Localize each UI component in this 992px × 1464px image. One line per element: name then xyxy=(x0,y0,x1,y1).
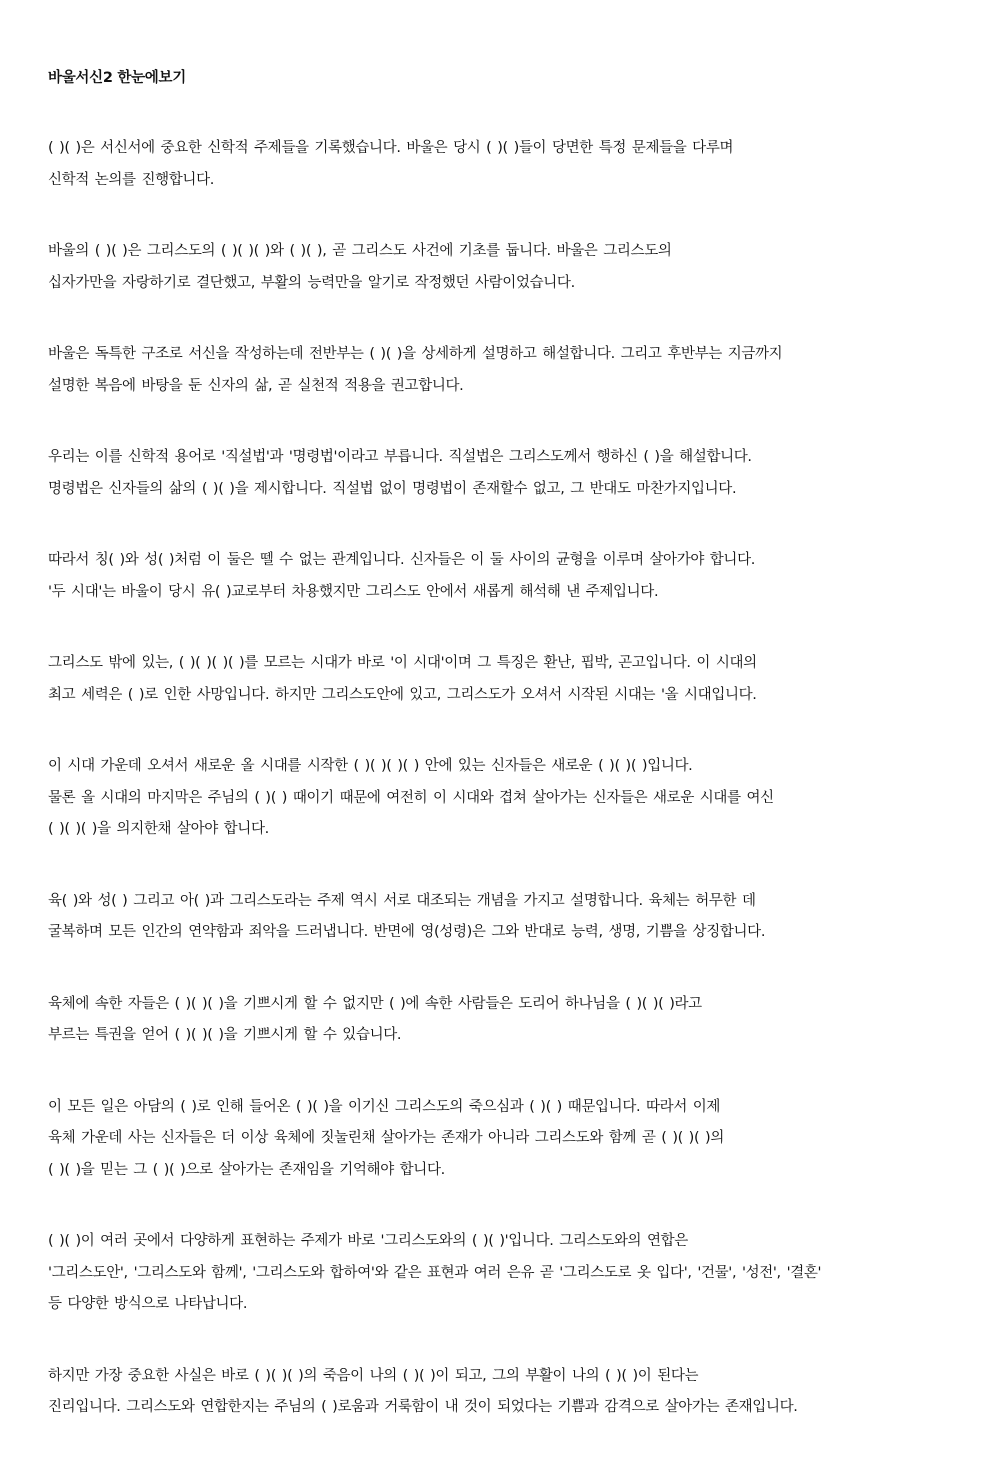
paragraph xyxy=(48,1226,944,1321)
paragraph-line: ( )( )은 서신서에 중요한 신학적 주제들을 기록했습니다. 바울은 당시 ( )( )들이 당면한 특정 문제들을 다루며 xyxy=(48,140,734,156)
paragraph-line: 십자가만을 자랑하기로 결단했고, 부활의 능력만을 알기로 작정했던 사람이었습니다. xyxy=(48,274,575,291)
paragraph xyxy=(48,1361,944,1424)
paragraph xyxy=(48,648,944,711)
paragraph-line: 신학적 논의를 진행합니다. xyxy=(48,171,215,188)
paragraph-line: ( )( )이 여러 곳에서 다양하게 표현하는 주제가 바로 '그리스도와의 ( )( )'입니다. 그리스도와의 연합은 xyxy=(48,1233,688,1249)
paragraph-line: 하지만 가장 중요한 사실은 바로 ( )( )( )의 죽음이 나의 ( )( )이 되고, 그의 부활이 나의 ( )( )이 된다는 xyxy=(48,1367,699,1384)
paragraph-line: 명령법은 신자들의 삶의 ( )( )을 제시합니다. 직설법 없이 명령법이 존재할수 없고, 그 반대도 마찬가지입니다. xyxy=(48,480,737,497)
paragraph-line: 등 다양한 방식으로 나타납니다. xyxy=(48,1296,248,1312)
paragraph-line: 굴복하며 모든 인간의 연약함과 죄악을 드러냅니다. 반면에 영(성령)은 그와 반대로 능력, 생명, 기쁨을 상징합니다. xyxy=(48,924,766,940)
paragraph-line: 따라서 칭( )와 성( )처럼 이 둘은 뗄 수 없는 관계입니다. 신자들은 이 둘 사이의 균형을 이루며 살아가야 합니다. xyxy=(48,552,756,568)
paragraph-line: '두 시대'는 바울이 당시 유( )교로부터 차용했지만 그리스도 안에서 새롭게 해석해 낸 주제입니다. xyxy=(48,583,659,600)
paragraph xyxy=(48,989,944,1052)
paragraph-line: 이 시대 가운데 오셔서 새로운 올 시대를 시작한 ( )( )( )( ) 안에 있는 신자들은 새로운 ( )( )( )입니다. xyxy=(48,758,693,774)
document-page xyxy=(48,66,944,1464)
paragraph-line: 바울은 독특한 구조로 서신을 작성하는데 전반부는 ( )( )을 상세하게 설명하고 해설합니다. 그리고 후반부는 지금까지 xyxy=(48,346,783,362)
paragraph-line: ( )( )( )을 의지한채 살아야 합니다. xyxy=(48,821,269,837)
paragraph xyxy=(48,545,944,608)
paragraph-line: 부르는 특권을 얻어 ( )( )( )을 기쁘시게 할 수 있습니다. xyxy=(48,1027,402,1043)
paragraph xyxy=(48,886,944,949)
paragraph-line: 그리스도 밖에 있는, ( )( )( )( )를 모르는 시대가 바로 '이 시대'이며 그 특징은 환난, 핍박, 곤고입니다. 이 시대의 xyxy=(48,655,757,671)
paragraph xyxy=(48,133,944,196)
paragraph-line: 이 모든 일은 아담의 ( )로 인해 들어온 ( )( )을 이기신 그리스도의 죽으심과 ( )( ) 때문입니다. 따라서 이제 xyxy=(48,1098,721,1115)
paragraph-line: 바울의 ( )( )은 그리스도의 ( )( )( )와 ( )( ), 곧 그리스도 사건에 기초를 둡니다. 바울은 그리스도의 xyxy=(48,243,672,259)
paragraph-line: 진리입니다. 그리스도와 연합한지는 주님의 ( )로움과 거룩함이 내 것이 되었다는 기쁨과 감격으로 살아가는 존재입니다. xyxy=(48,1399,798,1415)
paragraph-line: 육( )와 성( ) 그리고 아( )과 그리스도라는 주제 역시 서로 대조되는 개념을 가지고 설명합니다. 육체는 허무한 데 xyxy=(48,892,756,909)
paragraph-line: '그리스도안', '그리스도와 함께', '그리스도와 합하여'와 같은 표현과 여러 은유 곧 '그리스도로 옷 입다', '건물', '성전', '결혼' xyxy=(48,1264,822,1281)
paragraph-line: 물론 올 시대의 마지막은 주님의 ( )( ) 때이기 때문에 여전히 이 시대와 겹쳐 살아가는 신자들은 새로운 시대를 여신 xyxy=(48,789,774,806)
paragraph xyxy=(48,442,944,505)
paragraph-line: 최고 세력은 ( )로 인한 사망입니다. 하지만 그리스도안에 있고, 그리스도가 오셔서 시작된 시대는 '올 시대입니다. xyxy=(48,686,757,703)
paragraph xyxy=(48,1092,944,1187)
paragraph xyxy=(48,751,944,846)
paragraph xyxy=(48,236,944,299)
paragraph-line: ( )( )을 믿는 그 ( )( )으로 살아가는 존재임을 기억해야 합니다. xyxy=(48,1161,445,1178)
paragraph-line: 우리는 이를 신학적 용어로 '직설법'과 '명령법'이라고 부릅니다. 직설법은 그리스도께서 행하신 ( )을 해설합니다. xyxy=(48,449,752,465)
paragraph-line: 설명한 복음에 바탕을 둔 신자의 삶, 곧 실천적 적용을 권고합니다. xyxy=(48,377,464,394)
paragraph-line: 육체에 속한 자들은 ( )( )( )을 기쁘시게 할 수 없지만 ( )에 속한 사람들은 도리어 하나님을 ( )( )( )라고 xyxy=(48,995,702,1012)
paragraph-line: 육체 가운데 사는 신자들은 더 이상 육체에 짓눌린채 살아가는 존재가 아니라 그리스도와 함께 곧 ( )( )( )의 xyxy=(48,1130,725,1146)
paragraph xyxy=(48,339,944,402)
document-title: 바울서신2 한눈에보기 xyxy=(48,70,186,86)
